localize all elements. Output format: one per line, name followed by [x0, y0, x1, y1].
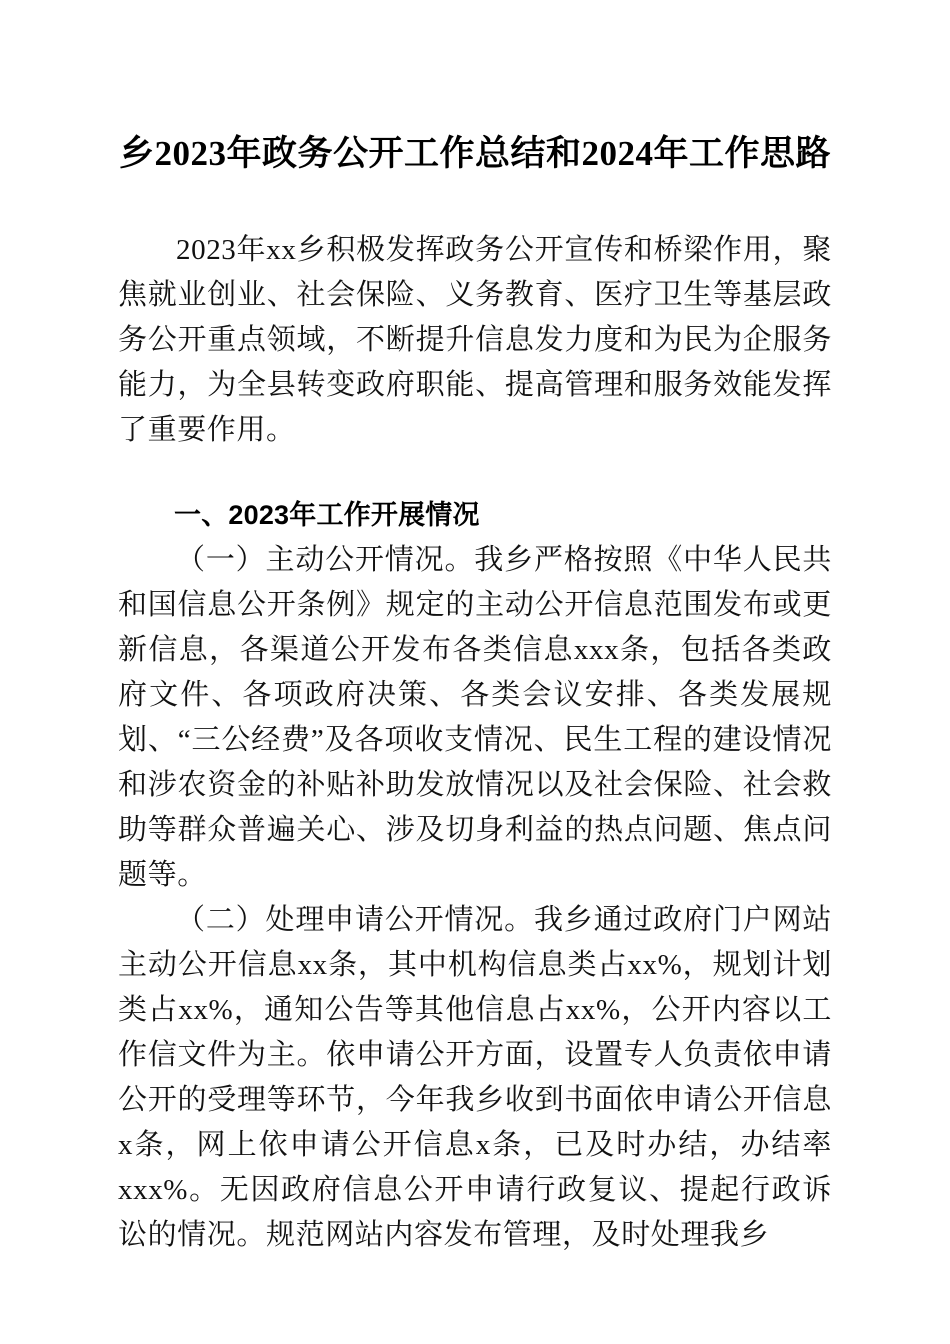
section-heading-1: 一、2023年工作开展情况: [174, 500, 480, 530]
subsection-paragraph-2: （二）处理申请公开情况。我乡通过政府门户网站主动公开信息xx条，其中机构信息类占xx%，规划计划类占xx%，通知公告等其他信息占xx%，公开内容以工作信文件为主。依申请公开方面，设置专人负责依申请公开的受理等环节，今年我乡收到书面依申请公开信息x条，网上依申请公开信息x条，已及时办结，办结率xxx%。无因政府信息公开申请行政复议、提起行政诉讼的情况。规范网站内容发布管理，及时处理我乡: [118, 904, 832, 1251]
document-body: [118, 0, 832, 1258]
subsection-paragraph-1: （一）主动公开情况。我乡严格按照《中华人民共和国信息公开条例》规定的主动公开信息范围发布或更新信息，各渠道公开发布各类信息xxx条，包括各类政府文件、各项政府决策、各类会议安排、各类发展规划、“三公经费”及各项收支情况、民生工程的建设情况和涉农资金的补贴补助发放情况以及社会保险、社会救助等群众普遍关心、涉及切身利益的热点问题、焦点问题等。: [118, 544, 832, 891]
page-title: 乡2023年政务公开工作总结和2024年工作思路: [118, 134, 831, 173]
lead-paragraph: 2023年xx乡积极发挥政务公开宣传和桥梁作用，聚焦就业创业、社会保险、义务教育、医疗卫生等基层政务公开重点领域，不断提升信息发力度和为民为企服务能力，为全县转变政府职能、提高管理和服务效能发挥了重要作用。: [118, 234, 832, 446]
